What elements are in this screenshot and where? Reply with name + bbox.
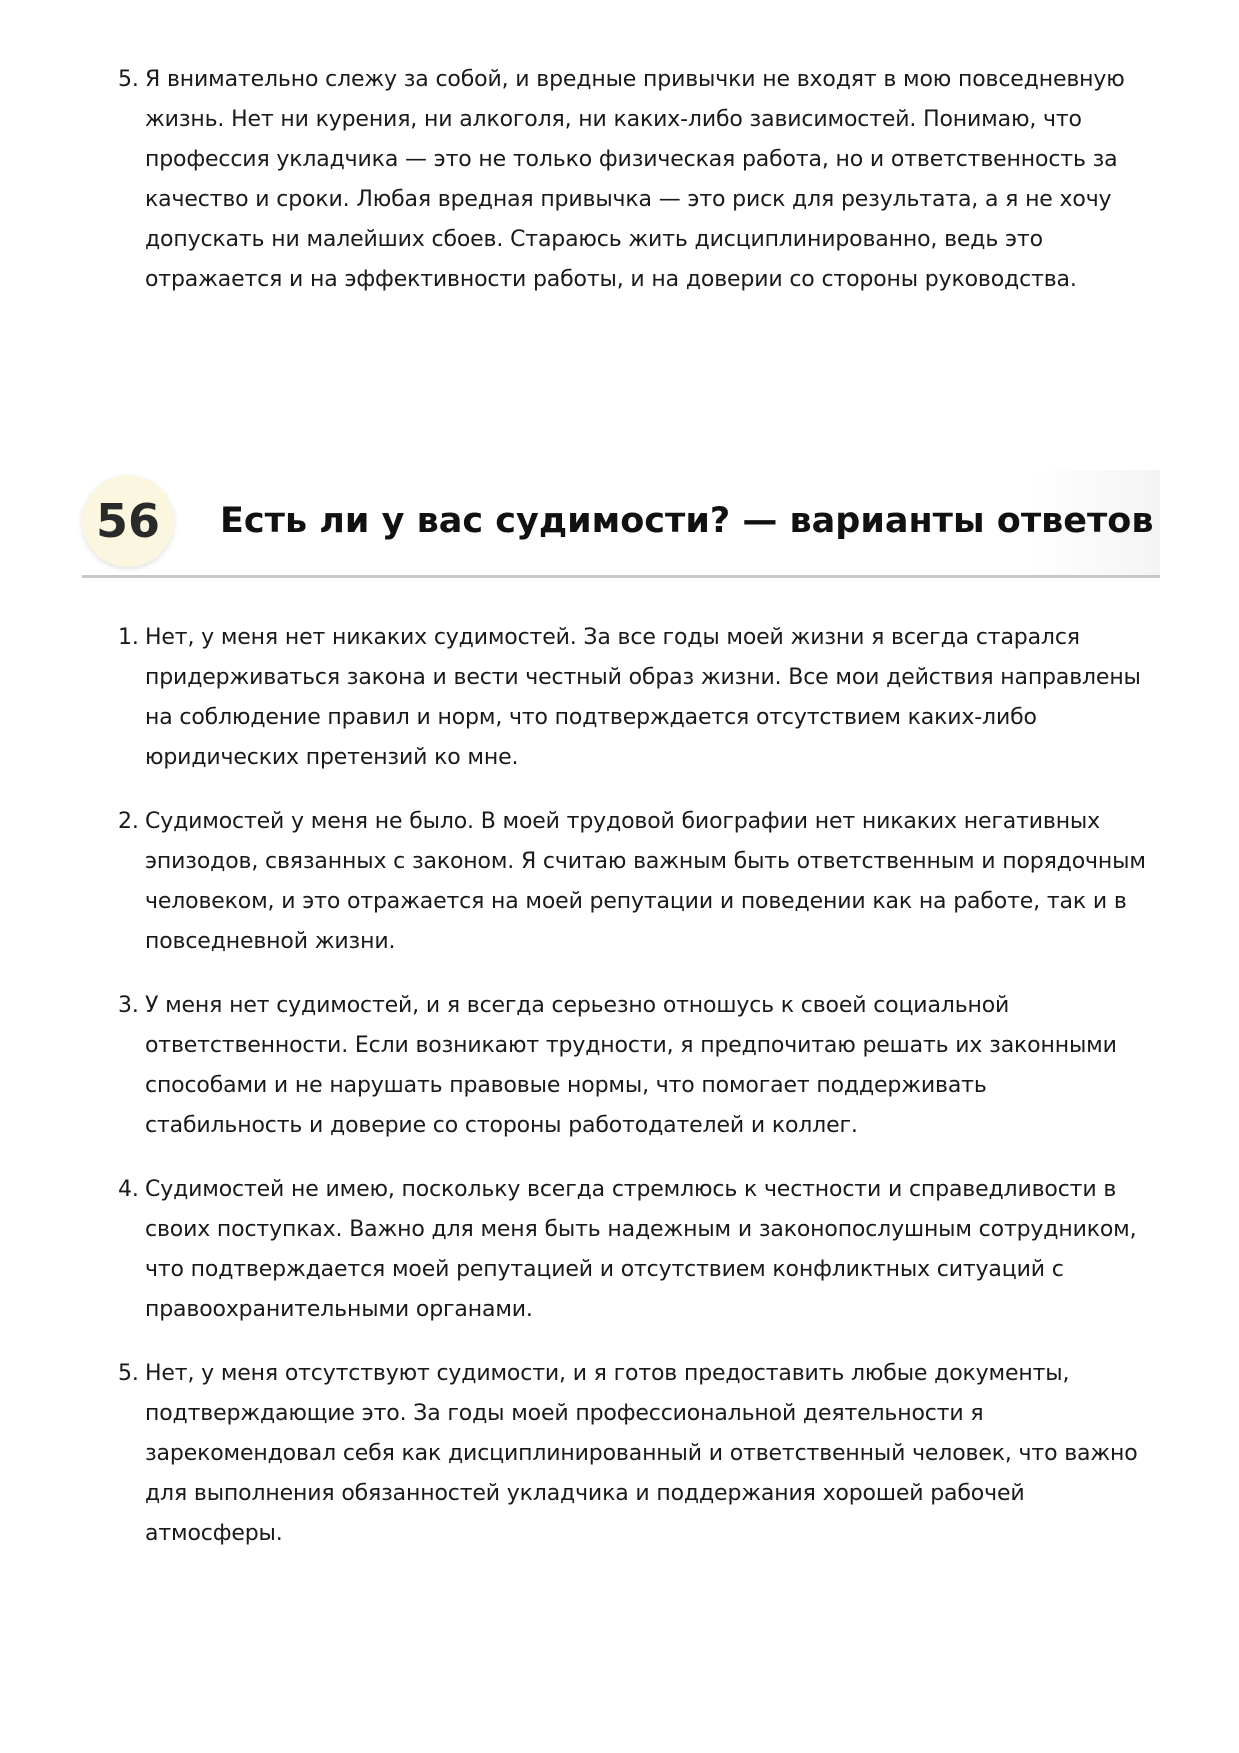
previous-answer-list [0,60,1239,300]
list-item-number: 5. [118,1361,139,1386]
list-item [0,802,1239,962]
list-item-text: Нет, у меня отсутствуют судимости, и я готов предоставить любые документы, подтверждающие это. За годы моей профессиональной деятельности я зарекомендовал себя как дисциплинированный и ответственный человек, что важно для выполнения обязанностей укладчика и поддержания хорошей рабочей атмосферы. [145,1361,1138,1546]
list-item-number: 5. [118,67,139,92]
list-item [0,1170,1239,1330]
list-item [0,1354,1239,1554]
section-header [82,470,1160,578]
list-item-number: 3. [118,993,139,1018]
question-number-badge: 56 [82,475,174,567]
list-item-number: 4. [118,1177,139,1202]
list-item-number: 2. [118,809,139,834]
list-item-text: Я внимательно слежу за собой, и вредные привычки не входят в мою повседневную жизнь. Нет ни курения, ни алкоголя, ни каких-либо зависимостей. Понимаю, что профессия укладчика — это не только физическая работа, но и ответственность за качество и сроки. Любая вредная привычка — это риск для результата, а я не хочу допускать ни малейших сбоев. Стараюсь жить дисциплинированно, ведь это отражается и на эффективности работы, и на доверии со стороны руководства. [145,67,1125,292]
section-title: Есть ли у вас судимости? — варианты ответов [220,501,1154,541]
answer-list [0,618,1239,1578]
list-item-text: Нет, у меня нет никаких судимостей. За все годы моей жизни я всегда старался придерживаться закона и вести честный образ жизни. Все мои действия направлены на соблюдение правил и норм, что подтверждается отсутствием каких-либо юридических претензий ко мне. [145,625,1141,770]
list-item [0,986,1239,1146]
list-item-text: Судимостей у меня не было. В моей трудовой биографии нет никаких негативных эпизодов, связанных с законом. Я считаю важным быть ответственным и порядочным человеком, и это отражается на моей репутации и поведении как на работе, так и в повседневной жизни. [145,809,1146,954]
list-item-text: У меня нет судимостей, и я всегда серьезно отношусь к своей социальной ответственности. Если возникают трудности, я предпочитаю решать их законными способами и не нарушать правовые нормы, что помогает поддерживать стабильность и доверие со стороны работодателей и коллег. [145,993,1117,1138]
list-item [0,60,1239,300]
list-item-number: 1. [118,625,139,650]
list-item-text: Судимостей не имею, поскольку всегда стремлюсь к честности и справедливости в своих поступках. Важно для меня быть надежным и законопослушным сотрудником, что подтверждается моей репутацией и отсутствием конфликтных ситуаций с правоохранительными органами. [145,1177,1137,1322]
list-item [0,618,1239,778]
